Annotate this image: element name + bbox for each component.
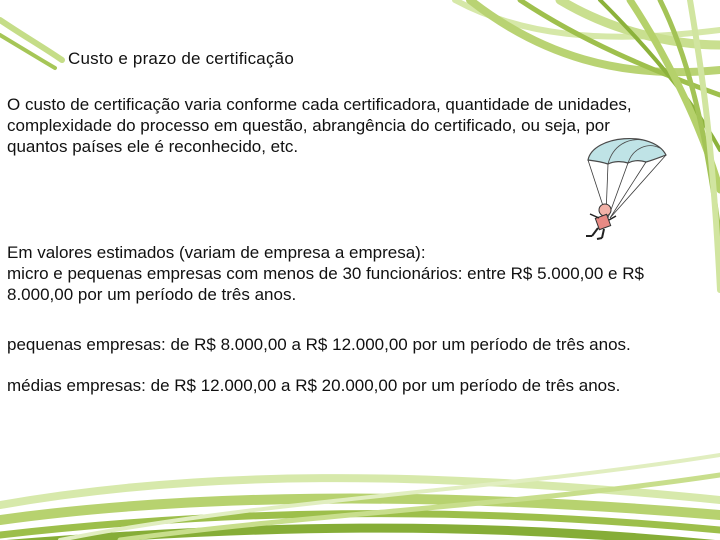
estimates-paragraph bbox=[7, 242, 707, 305]
medium-companies-text: médias empresas: de R$ 12.000,00 a R$ 20.000,00 por um período de três anos. bbox=[7, 376, 621, 395]
estimates-line-3: 8.000,00 por um período de três anos. bbox=[7, 285, 297, 304]
intro-line-3: quantos países ele é reconhecido, etc. bbox=[7, 137, 299, 156]
estimates-line-2: micro e pequenas empresas com menos de 30 funcionários: entre R$ 5.000,00 e R$ bbox=[7, 264, 644, 283]
intro-line-1: O custo de certificação varia conforme cada certificadora, quantidade de unidades, bbox=[7, 95, 632, 114]
small-companies-text: pequenas empresas: de R$ 8.000,00 a R$ 12.000,00 por um período de três anos. bbox=[7, 335, 631, 354]
slide-title: Custo e prazo de certificação bbox=[68, 49, 294, 68]
parachute-man-clipart-icon bbox=[568, 130, 678, 245]
estimates-line-1: Em valores estimados (variam de empresa a empresa): bbox=[7, 243, 426, 262]
medium-companies-paragraph bbox=[7, 375, 707, 396]
small-companies-paragraph bbox=[7, 334, 707, 355]
intro-line-2: complexidade do processo em questão, abrangência do certificado, ou seja, por bbox=[7, 116, 610, 135]
